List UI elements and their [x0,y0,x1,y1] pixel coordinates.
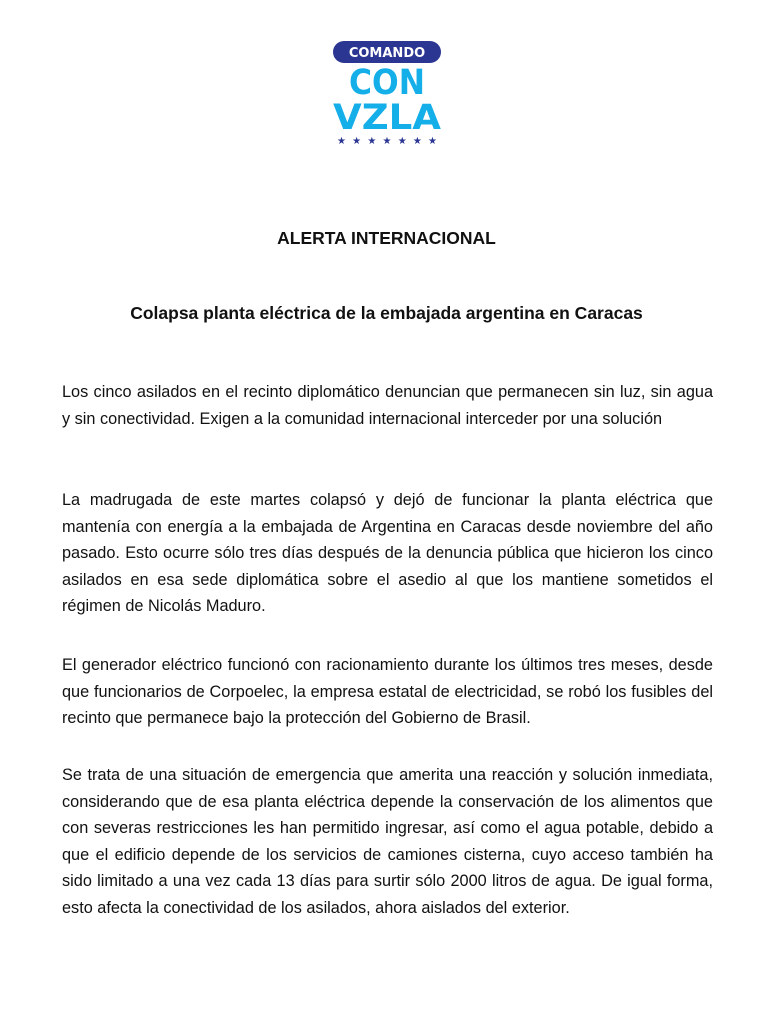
logo-line-vzla: VZLA [333,98,441,138]
paragraph-text: Los cinco asilados en el recinto diplomático denuncian que permanecen sin luz, sin agua y sin conectividad. Exigen a la comunidad internacional interceder por una solución [62,383,713,428]
paragraph-emergency [62,762,713,921]
logo-line-con: CON [349,63,425,103]
logo-stars: ★★★★★★★ [337,136,437,146]
logo-top-word: COMANDO [348,46,426,61]
page-title: ALERTA INTERNACIONAL [277,228,496,248]
comando-con-vzla-logo [332,40,442,146]
paragraph-intro [62,379,713,432]
paragraph-text: Se trata de una situación de emergencia que amerita una reacción y solución inmediata, considerando que de esa planta eléctrica depende la conservación de los alimentos que con severas restricciones les han permitido ingresar, así como el agua potable, debido a que el edificio depende de los servicios de camiones cisterna, cuyo acceso también ha sido limitado a una vez cada 13 días para surtir sólo 2000 litros de agua. De igual forma, esto afecta la conectividad de los asilados, ahora aislados del exterior. [62,766,713,917]
article-headline: Colapsa planta eléctrica de la embajada argentina en Caracas [130,303,643,323]
paragraph-generator [62,652,713,732]
paragraph-text: La madrugada de este martes colapsó y dejó de funcionar la planta eléctrica que mantenía con energía a la embajada de Argentina en Caracas desde noviembre del año pasado. Esto ocurre sólo tres días después de la denuncia pública que hicieron los cinco asilados en esa sede diplomática sobre el asedio al que los mantiene sometidos el régimen de Nicolás Maduro. [62,491,713,615]
paragraph-collapse [62,487,713,620]
paragraph-text: El generador eléctrico funcionó con racionamiento durante los últimos tres meses, desde que funcionarios de Corpoelec, la empresa estatal de electricidad, se robó los fusibles del recinto que permanece bajo la protección del Gobierno de Brasil. [62,656,713,727]
